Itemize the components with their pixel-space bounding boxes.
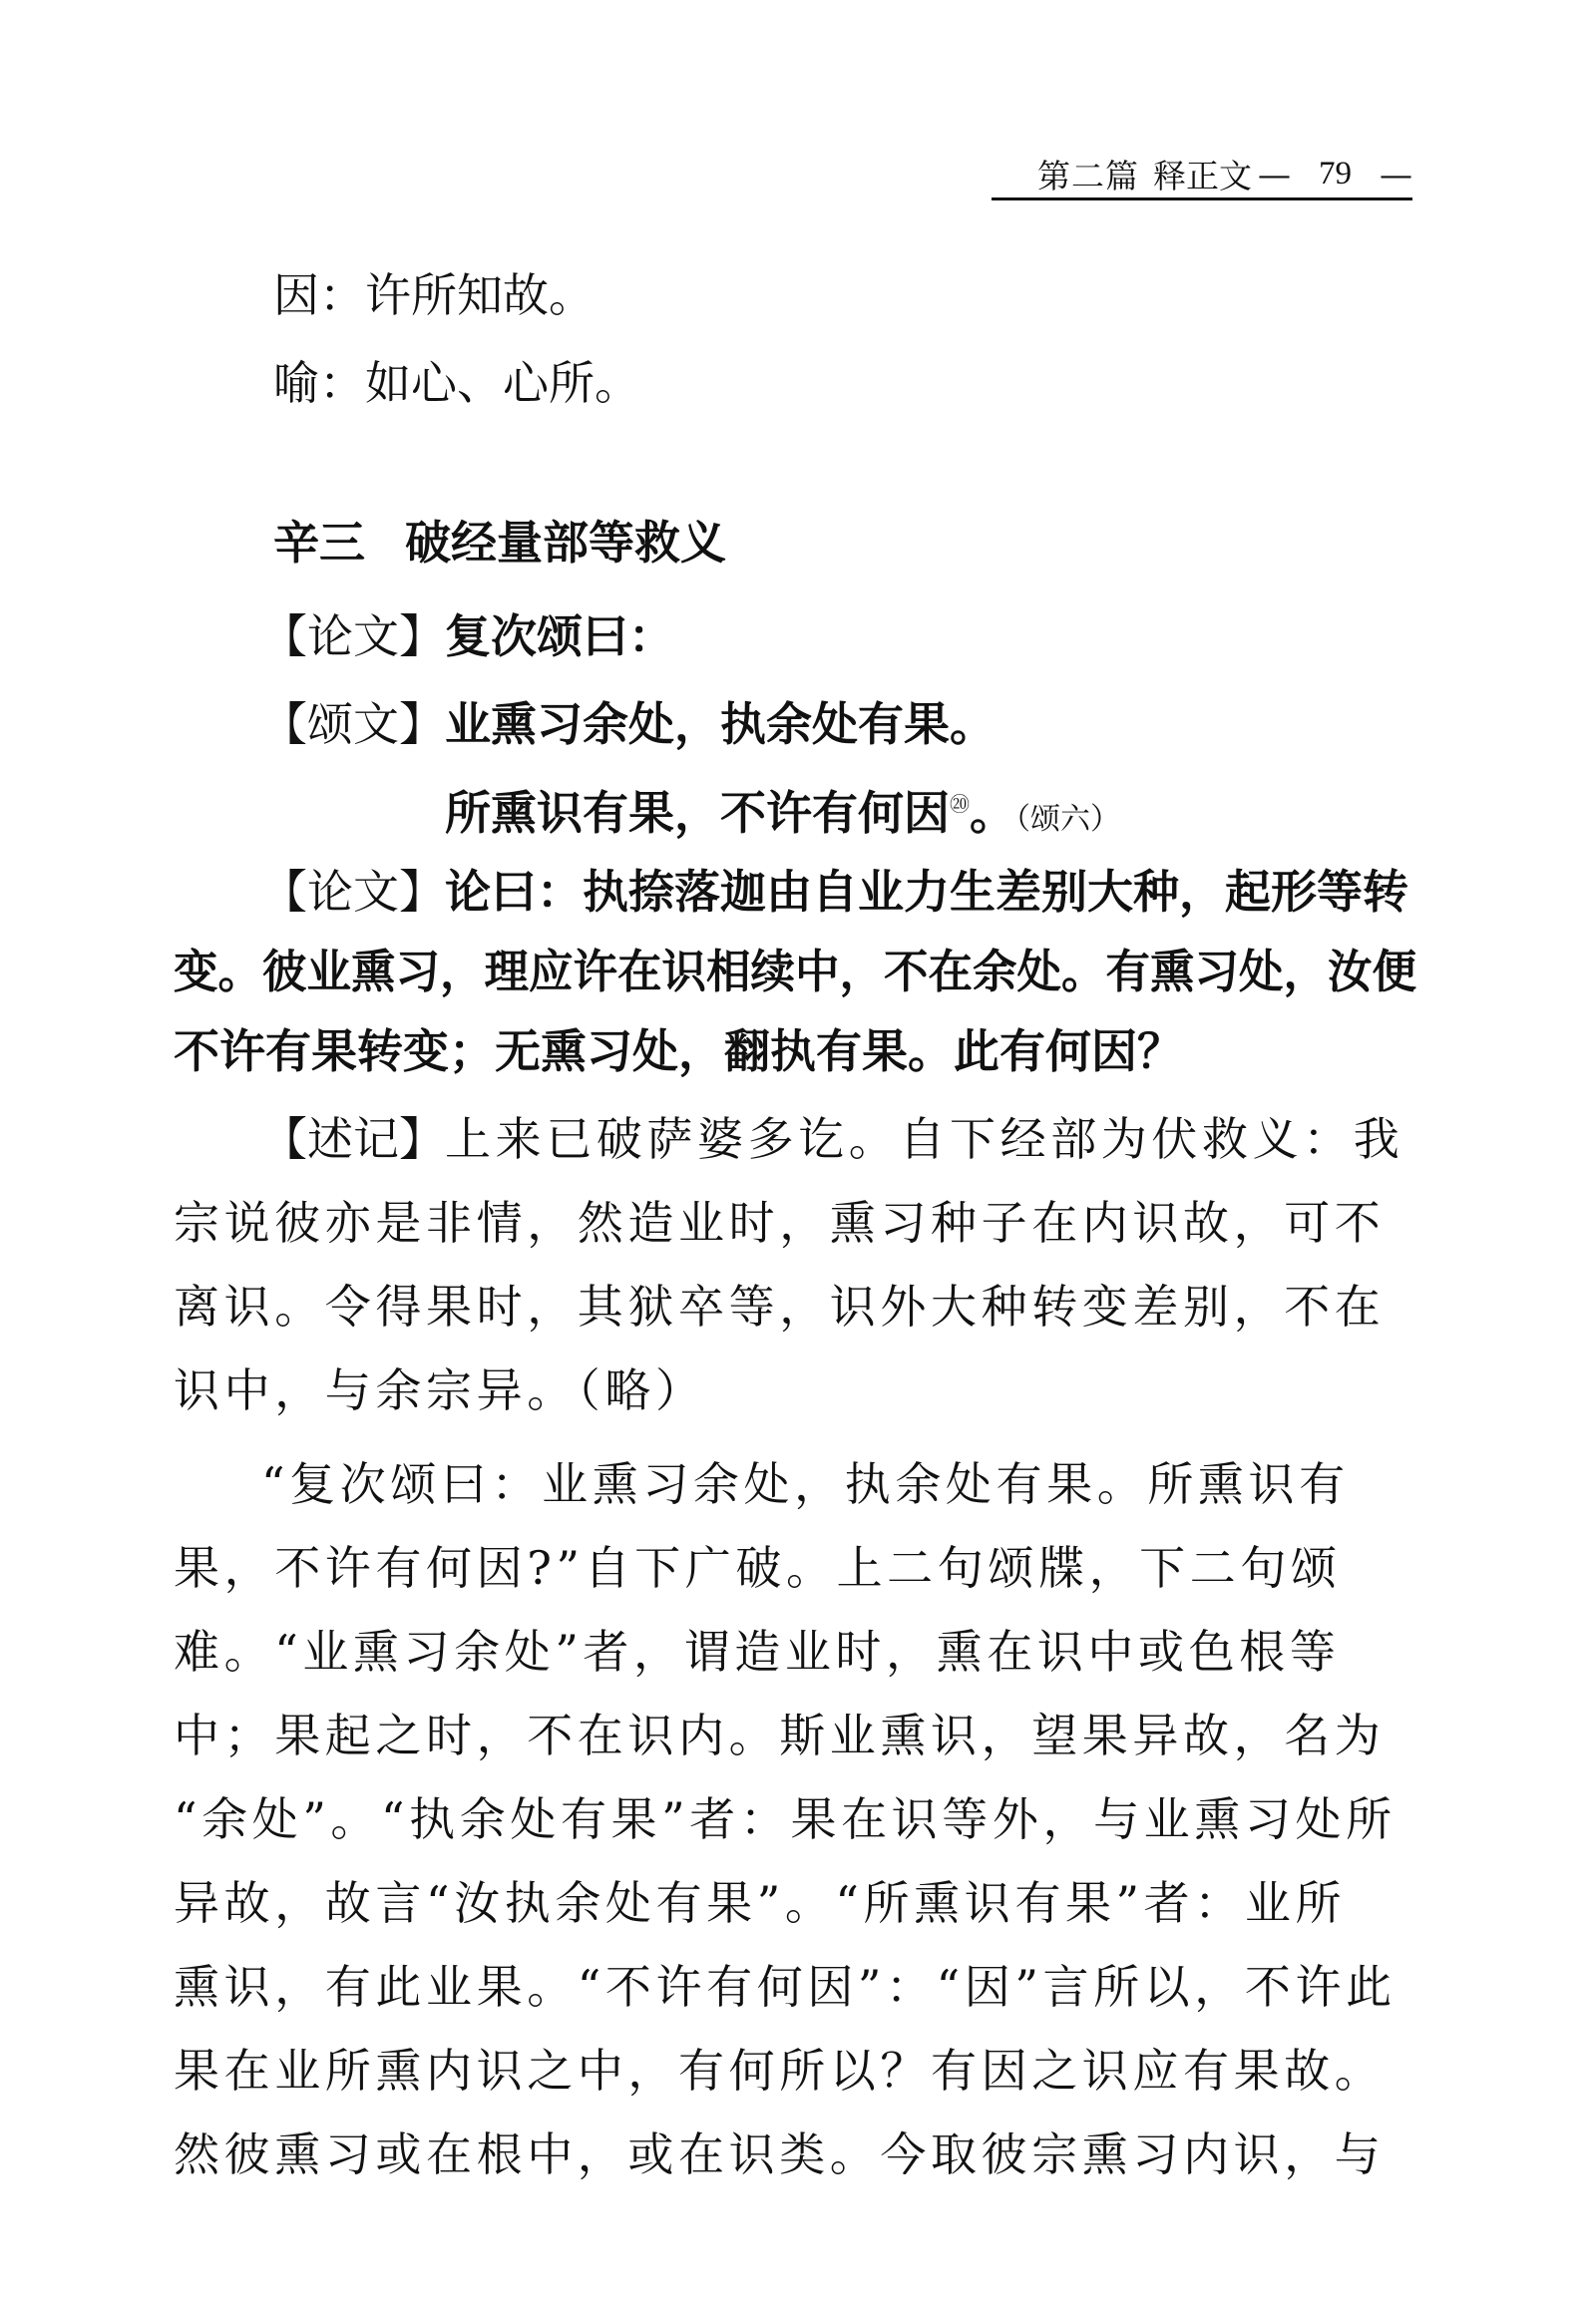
treatise-body-text-1: 论曰：执捺落迦由自业力生差别大种，起形等转	[445, 865, 1408, 919]
reason-line: 因：许所知故。	[273, 268, 595, 322]
commentary-line: “复次颂曰：业熏习余处，执余处有果。所熏识有	[261, 1457, 1350, 1511]
page-number: 79	[1319, 155, 1352, 192]
treatise-body-line-3: 不许有果转变；无熏习处，翻执有果。此有何因？	[174, 1024, 1183, 1078]
treatise-intro	[261, 606, 674, 666]
commentary-line: 离识。令得果时，其狱卒等，识外大种转变差别，不在	[174, 1280, 1386, 1334]
commentary-line-1	[261, 1109, 1403, 1169]
treatise-body-line-2: 变。彼业熏习，理应许在识相续中，不在余处。有熏习处，汝便	[174, 945, 1417, 998]
commentary-line: 中；果起之时，不在识内。斯业熏识，望果异故，名为	[174, 1709, 1386, 1762]
commentary-line: 宗说彼亦是非情，然造业时，熏习种子在内识故，可不	[174, 1196, 1386, 1250]
running-header	[992, 150, 1412, 200]
verse-text-2-end: 。	[970, 786, 1015, 840]
commentary-line: 识中，与余宗异。（略）	[174, 1363, 706, 1417]
example-line: 喻：如心、心所。	[273, 356, 640, 410]
header-part: 第二篇	[1037, 156, 1139, 195]
commentary-line: 难。“业熏习余处”者，谓造业时，熏在识中或色根等	[174, 1625, 1341, 1679]
verse-tag: 【颂文】	[261, 697, 445, 751]
section-title: 破经量部等救义	[405, 516, 726, 570]
treatise-body-tag: 【论文】	[261, 865, 445, 919]
header-dash-left: —	[1258, 154, 1291, 193]
section-number: 辛三	[273, 516, 365, 570]
treatise-tag: 【论文】	[261, 609, 445, 663]
verse-label: （颂六）	[1015, 802, 1120, 837]
header-dash-right: —	[1380, 154, 1412, 193]
verse-line-1	[261, 694, 996, 754]
commentary-line: 然彼熏习或在根中，或在识类。今取彼宗熏习内识，与	[174, 2127, 1386, 2181]
commentary-line: 熏识，有此业果。“不许有何因”：“因”言所以，不许此	[174, 1960, 1396, 2014]
section-heading	[273, 513, 726, 573]
treatise-body-line-1	[261, 862, 1408, 922]
commentary-tag: 【述记】	[261, 1112, 445, 1166]
commentary-line: 果在业所熏内识之中，有何所以？有因之识应有果故。	[174, 2044, 1386, 2098]
commentary-first-text: 上来已破萨婆多讫。自下经部为伏救义：我	[445, 1112, 1404, 1166]
treatise-intro-text: 复次颂曰：	[445, 609, 674, 663]
verse-text-2: 所熏识有果，不许有何因	[445, 786, 950, 840]
commentary-line: 果，不许有何因?”自下广破。上二句颂牒，下二句颂	[174, 1541, 1342, 1595]
verse-line-2	[445, 774, 1120, 850]
header-chapter: 释正文	[1153, 156, 1252, 195]
verse-text-1: 业熏习余处，执余处有果。	[445, 697, 996, 751]
commentary-line: 异故，故言“汝执余处有果”。“所熏识有果”者：业所	[174, 1876, 1347, 1930]
footnote-marker: ⑳	[950, 792, 970, 816]
commentary-line: “余处”。“执余处有果”者：果在识等外，与业熏习处所	[174, 1792, 1396, 1846]
